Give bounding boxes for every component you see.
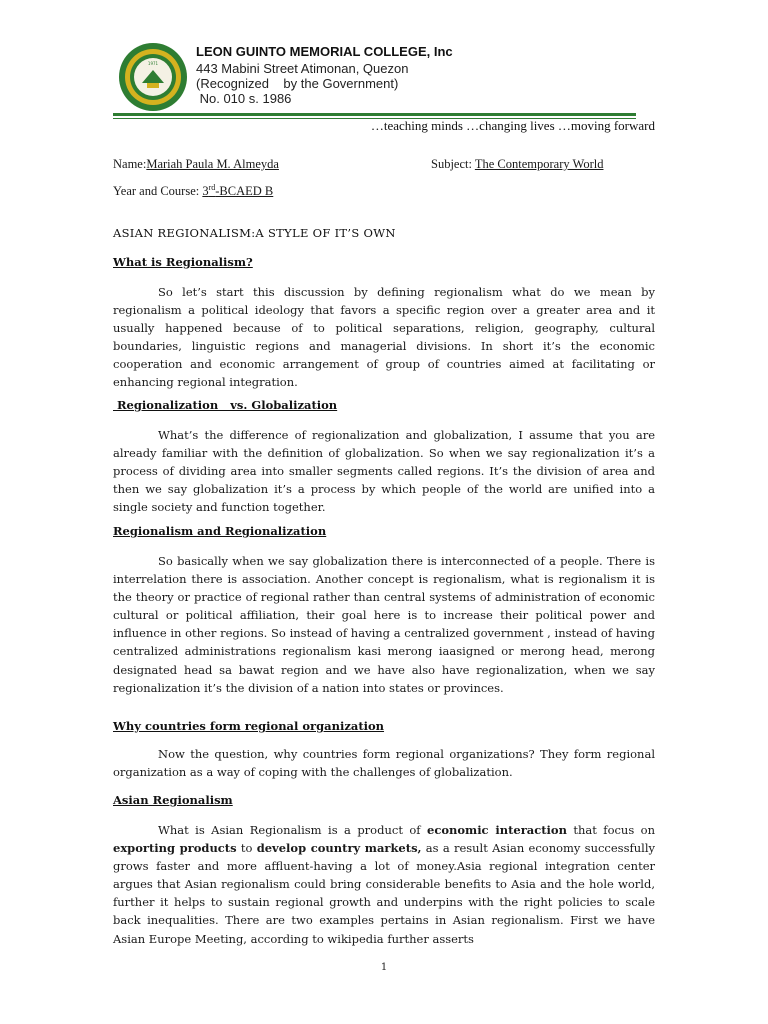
year-course-row — [113, 183, 273, 199]
college-seal-logo — [118, 42, 188, 112]
section-heading: What is Regionalism? — [113, 255, 253, 269]
subject-label: Subject: — [431, 157, 475, 171]
svg-text:1971: 1971 — [147, 61, 159, 66]
section-heading: Regionalization vs. Globalization — [113, 398, 338, 412]
section-paragraph: What’s the difference of regionalization and globalization, I assume that you are already familiar with the definition of globalization. So when we say regionalization it’s a process of dividing area into smaller segments called regions. It’s the division of area and then we say globalization it’s a process by which people of the world are unified into a single society and function together. — [113, 428, 655, 515]
section-paragraph: Now the question, why countries form regional organizations? They form regional organization as a way of coping with the challenges of globalization. — [113, 747, 655, 780]
year-value: 3rd-BCAED B — [202, 183, 274, 199]
recognition-number: No. 010 s. 1986 — [196, 91, 292, 106]
header-rule — [113, 113, 636, 116]
student-name-row — [113, 157, 279, 172]
subject-row — [431, 157, 603, 172]
emphasis-text: economic interaction — [427, 823, 567, 837]
section-heading: Asian Regionalism — [113, 793, 233, 807]
section-heading: Regionalism and Regionalization — [113, 524, 327, 538]
section-paragraph: So let’s start this discussion by defining regionalism what do we mean by regionalism a political ideology that favors a specific region over a greater area and it usually happened because of to political separations, religion, geography, cultural boundaries, linguistic regions and managerial divisions. In short it’s the economic cooperation and economic arrangement of group of countries aimed at facilitating or enhancing regional integration. — [113, 285, 655, 390]
college-address: 443 Mabini Street Atimonan, Quezon — [196, 61, 409, 76]
emphasis-text: exporting products — [113, 841, 237, 856]
section-paragraph: So basically when we say globalization there is interconnected of a people. There is interrelation there is association. Another concept is regionalism, what is regionalism it is the theory or practice of regional rather than central systems of administration of economic cultural or political affiliation, their goal here is to increase their political power and influence in other regions. So instead of having a centralized government , instead of having centralized administrations regionalism kasi merong iaasigned or merong head, merong designated head sa bawat region and we have also have regionalization, when we say regionalization it’s the division of a nation into states or provinces. — [113, 554, 655, 695]
recognition-note: (Recognized by the Government) — [196, 76, 399, 91]
name-value: Mariah Paula M. Almeyda — [146, 157, 279, 171]
college-name: LEON GUINTO MEMORIAL COLLEGE, Inc — [196, 44, 453, 59]
section-paragraph: What is Asian Regionalism is a product of economic interaction that focus on exporting products to develop country markets, as a result Asian economy successfully grows faster and more affluent-having a lot of money.Asia regional integration center argues that Asian regionalism could bring considerable benefits to Asia and the hole world, further it helps to sustain regional growth and underpins with the right policies to scale back inequalities. There are two examples pertains in Asian regionalism. First we have Asian Europe Meeting, according to wikipedia further asserts — [113, 823, 656, 946]
emphasis-text: develop country markets, — [256, 841, 422, 856]
year-label: Year and Course: — [113, 184, 203, 199]
subject-value: The Contemporary World — [474, 157, 604, 171]
page-number: 1 — [380, 962, 388, 973]
section-heading: Why countries form regional organization — [113, 719, 385, 733]
name-label: Name: — [113, 157, 147, 171]
college-motto: …teaching minds …changing lives …moving forward — [370, 118, 655, 133]
document-title: ASIAN REGIONALISM:A STYLE OF IT’S OWN — [113, 226, 396, 240]
